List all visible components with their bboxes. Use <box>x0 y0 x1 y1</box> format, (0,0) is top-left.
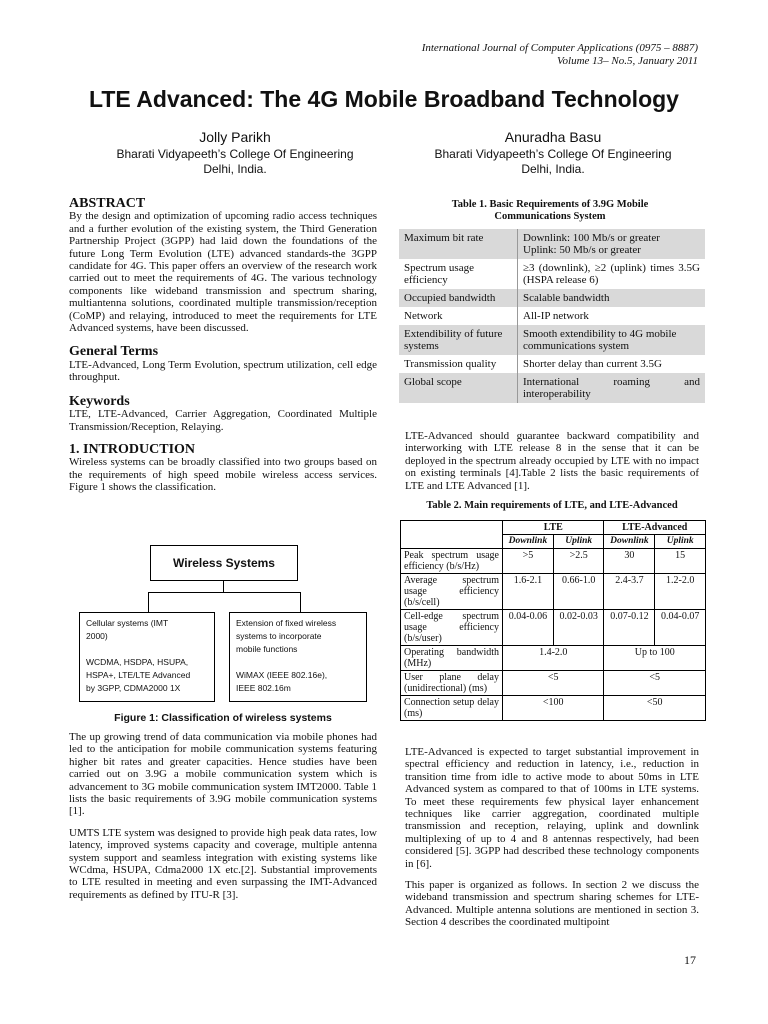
table-cell-key: Global scope <box>399 373 518 403</box>
connector-line <box>148 592 149 612</box>
table-cell-value: Scalable bandwidth <box>518 289 706 307</box>
figure-box-line: WCDMA, HSDPA, HSUPA, <box>86 657 189 667</box>
table-cell: 15 <box>655 549 706 574</box>
table-cell: 1.4-2.0 <box>503 646 604 671</box>
author-name: Anuradha Basu <box>504 129 602 145</box>
figure-box-line: 2000) <box>86 631 108 641</box>
table-row-label: User plane delay (unidirectional) (ms) <box>401 671 503 696</box>
table-cell: 0.04-0.06 <box>503 610 554 646</box>
table-cell-value: International roaming and interoperability <box>518 373 706 403</box>
table-row <box>401 574 706 610</box>
figure-box-line <box>86 643 208 656</box>
journal-volume: Volume 13– No.5, January 2011 <box>557 55 698 67</box>
paper-title: LTE Advanced: The 4G Mobile Broadband Technology <box>89 86 679 112</box>
table-row <box>399 325 705 355</box>
figure-box-line: systems to incorporate <box>236 631 322 641</box>
table-cell: <5 <box>503 671 604 696</box>
table-cell-key: Occupied bandwidth <box>399 289 518 307</box>
author-name: Jolly Parikh <box>199 129 271 145</box>
intro-paragraph-3: UMTS LTE system was designed to provide high peak data rates, low latency, improved systems capacity and coverage, multiple antenna system support and seamless integration with existing systems like WCdma, HSUPA, Cdma2000 1X etc.[2]. Substantial improvements to LTE resulted in meeting and even surpassing the IMT-Advanced requirements as defined by ITU-R [3]. <box>69 826 377 901</box>
table-cell-key: Extendibility of future systems <box>399 325 518 355</box>
table-1-caption: Table 1. Basic Requirements of 3.9G Mobile Communications System <box>451 199 649 222</box>
table-group-header: LTE <box>503 521 604 535</box>
table-cell: 1.6-2.1 <box>503 574 554 610</box>
figure-box-line: IEEE 802.16m <box>236 683 291 693</box>
keywords-heading: Keywords <box>69 393 130 409</box>
wireless-systems-box: Wireless Systems <box>150 545 298 581</box>
right-paragraph-3: This paper is organized as follows. In section 2 we discuss the wideband transmission and spectrum sharing schemes for LTE-Advanced. Multiple antenna solutions are mentioned in section 3. Section 4 describes the coordinated multipoint <box>405 879 699 929</box>
table-row-label: Cell-edge spectrum usage efficiency (b/s/user) <box>401 610 503 646</box>
journal-header <box>422 42 698 68</box>
table-header-row <box>401 521 706 535</box>
table-group-header: LTE-Advanced <box>604 521 706 535</box>
abstract-heading: ABSTRACT <box>69 196 146 211</box>
fixed-wireless-box <box>229 612 367 702</box>
table-cell-value: ≥3 (downlink), ≥2 (uplink) times 3.5G (HSPA release 6) <box>518 259 706 289</box>
table-2-caption: Table 2. Main requirements of LTE, and LTE-Advanced <box>426 500 678 511</box>
right-paragraph-2: LTE-Advanced is expected to target substantial improvement in spectral efficiency and reduction in latency, i.e., reduction in transition time from idle to active mode to about 50ms in LTE Advanced system as compared to that of 100ms in LTE systems. To meet these requirements few physical layer enhancement techniques like carrier aggregation, coordinated multiple transmission and reception, relaying, uplink and downlink multiplexing of up to 4 and 8 antennas respectively, had been considered [5]. 3GPP had described these technology components in [6]. <box>405 746 699 870</box>
table-cell-key: Spectrum usage efficiency <box>404 262 474 286</box>
connector-line <box>300 592 301 612</box>
connector-line <box>223 580 224 592</box>
table-cell-key: Network <box>404 310 443 322</box>
table-row-label: Connection setup delay (ms) <box>401 696 503 721</box>
figure-box-line: mobile functions <box>236 644 298 654</box>
right-text-1 <box>405 430 699 492</box>
table-cell: 30 <box>604 549 655 574</box>
table-row <box>401 646 706 671</box>
table-cell: 1.2-2.0 <box>655 574 706 610</box>
left-column <box>69 198 377 494</box>
author-location: Delhi, India. <box>203 162 267 176</box>
figure-box-line: HSPA+, LTE/LTE Advanced <box>86 670 191 680</box>
table-1 <box>399 229 705 403</box>
table-subheader: Downlink <box>503 535 554 549</box>
general-terms-heading: General Terms <box>69 344 159 360</box>
table-cell-key: Transmission quality <box>404 358 497 370</box>
requirements-table <box>399 229 705 403</box>
table-cell-value: All-IP network <box>518 307 706 325</box>
author-1 <box>100 128 370 177</box>
table-cell: 0.04-0.07 <box>655 610 706 646</box>
table-subheader: Uplink <box>553 535 604 549</box>
table-row <box>401 671 706 696</box>
table-row <box>399 289 705 307</box>
intro-paragraph-1: Wireless systems can be broadly classified into two groups based on the requirements of high speed mobile wireless access services. Figure 1 shows the classification. <box>69 456 377 494</box>
table-row-label: Operating bandwidth (MHz) <box>401 646 503 671</box>
page-number: 17 <box>684 953 696 967</box>
figure-box-line: WiMAX (IEEE 802.16e), <box>236 670 328 680</box>
table-cell: <50 <box>604 696 706 721</box>
right-text-2 <box>405 746 699 929</box>
introduction-heading: 1. INTRODUCTION <box>69 441 196 457</box>
table-row <box>399 259 705 289</box>
table-cell: 0.66-1.0 <box>553 574 604 610</box>
figure-box-line: by 3GPP, CDMA2000 1X <box>86 683 181 693</box>
table-row <box>401 610 706 646</box>
table-cell-key: Maximum bit rate <box>399 229 518 259</box>
table-subheader: Uplink <box>655 535 706 549</box>
author-affiliation: Bharati Vidyapeeth’s College Of Engineering <box>434 147 672 161</box>
author-affiliation: Bharati Vidyapeeth’s College Of Engineering <box>116 147 354 161</box>
table-row-label: Peak spectrum usage efficiency (b/s/Hz) <box>401 549 503 574</box>
table-row <box>399 307 705 325</box>
table-cell: <5 <box>604 671 706 696</box>
figure-box-line <box>236 656 360 669</box>
table-row <box>401 549 706 574</box>
table-cell-value: Shorter delay than current 3.5G <box>518 355 706 373</box>
table-cell: >5 <box>503 549 554 574</box>
figure-box-line: Cellular systems (IMT <box>86 618 169 628</box>
lte-comparison-table <box>400 520 706 721</box>
intro-paragraph-2: The up growing trend of data communication via mobile phones had led to the anticipation for mobile communication systems featuring higher bit rates and greater capacities. Hence studies have been carried out on 3.9G a mobile communication system which is advancement to 3G mobile communication system IMT2000. Table 1 lists the basic requirements of 3.9G mobile communication systems [1]. <box>69 731 377 818</box>
figure-1 <box>69 540 377 740</box>
table-row <box>399 229 705 259</box>
abstract-text: By the design and optimization of upcoming radio access techniques and a further evolution of the existing system, the Third Generation Partnership Project (3GPP) had laid down the foundations of the future Long Term Evolution (LTE) advanced standards-the 3GPP candidate for 4G. This paper offers an overview of the research work carried out to meet the requirements of 4G. The various technology components like wideband transmission and spectrum sharing, multiantenna solutions, coordinated multiple transmission/reception (CoMP) and relaying, introduced to meet the requirements for LTE Advanced systems, have been discussed. <box>69 210 377 335</box>
author-2 <box>418 128 688 177</box>
connector-line <box>148 592 300 593</box>
figure-1-caption: Figure 1: Classification of wireless systems <box>114 712 332 724</box>
keywords-text: LTE, LTE-Advanced, Carrier Aggregation, Coordinated Multiple Transmission/Reception, Relaying. <box>69 408 377 433</box>
table-cell-value: Downlink: 100 Mb/s or greater Uplink: 50 Mb/s or greater <box>518 229 706 259</box>
table-row <box>399 373 705 403</box>
figure-box-line: Extension of fixed wireless <box>236 618 337 628</box>
table-row-label: Average spectrum usage efficiency (b/s/cell) <box>401 574 503 610</box>
table-cell: 2.4-3.7 <box>604 574 655 610</box>
journal-name: International Journal of Computer Applications (0975 – 8887) <box>421 42 698 54</box>
table-cell: 0.02-0.03 <box>553 610 604 646</box>
table-cell: >2.5 <box>553 549 604 574</box>
author-location: Delhi, India. <box>521 162 585 176</box>
table-cell-value: Smooth extendibility to 4G mobile communications system <box>518 325 706 355</box>
table-cell: 0.07-0.12 <box>604 610 655 646</box>
table-subheader: Downlink <box>604 535 655 549</box>
table-cell: <100 <box>503 696 604 721</box>
table-corner-cell <box>401 521 503 549</box>
table-cell: Up to 100 <box>604 646 706 671</box>
cellular-systems-box <box>79 612 215 702</box>
table-row <box>401 696 706 721</box>
table-row <box>399 355 705 373</box>
right-paragraph-1: LTE-Advanced should guarantee backward compatibility and interworking with LTE release 8 in the sense that it can be deployed in the spectrum already occupied by LTE with no impact on existing terminals [4].Table 2 lists the basic requirements of LTE and LTE Advanced [1]. <box>405 430 699 492</box>
left-column-lower <box>69 731 377 901</box>
general-terms-text: LTE-Advanced, Long Term Evolution, spectrum utilization, cell edge throughput. <box>69 358 377 384</box>
table-2 <box>400 520 706 721</box>
